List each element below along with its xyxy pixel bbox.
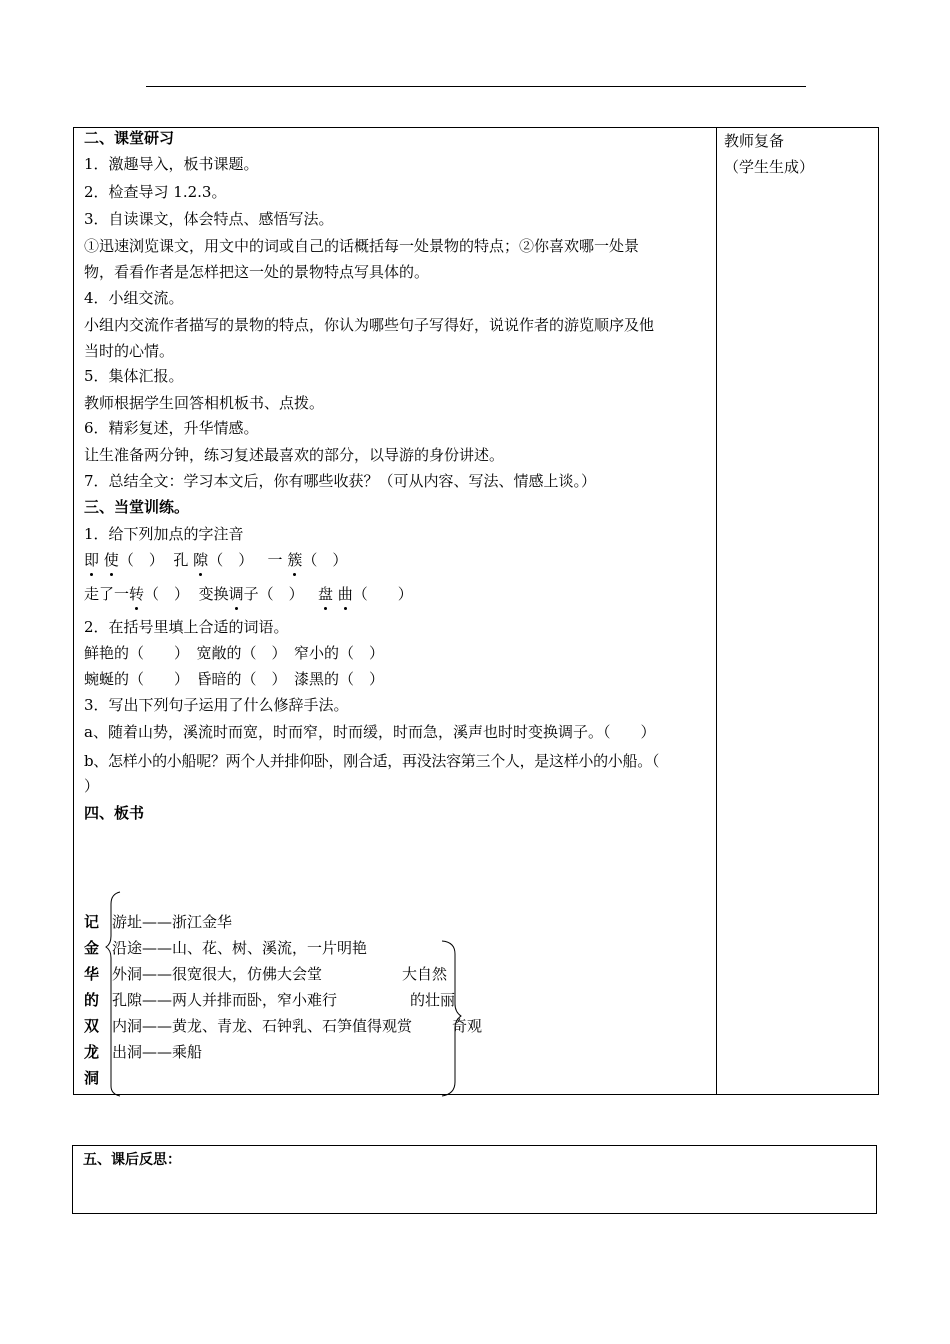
teacher-review-column — [724, 128, 814, 180]
board-conclusion: 大自然 — [402, 965, 448, 983]
plain-text: 变换 — [198, 585, 229, 603]
board-title-char: 金 — [84, 939, 100, 957]
s2-line: 当时的心情。 — [84, 342, 175, 360]
s2-line: 1．激趣导入，板书课题。 — [84, 155, 259, 173]
answer-blank: （ ） — [118, 551, 164, 569]
s2-line: 4．小组交流。 — [84, 289, 184, 307]
dotted-char: 使 — [103, 551, 119, 569]
lesson-plan-table — [73, 127, 879, 1095]
q3-item-a: a、随着山势，溪流时而宽，时而窄，时而缓，时而急，溪声也时时变换调子。（ ） — [84, 723, 656, 741]
section-2-heading: 二、课堂研习 — [84, 129, 175, 147]
board-title-char: 龙 — [84, 1043, 100, 1061]
s2-line: 6．精彩复述，升华情感。 — [84, 419, 259, 437]
board-title-char: 双 — [84, 1017, 100, 1035]
dotted-char: 盘 — [317, 585, 333, 603]
board-item: 出洞——乘船 — [112, 1043, 203, 1061]
answer-blank: （ ） — [144, 585, 190, 603]
header-rule — [146, 86, 806, 87]
dotted-char: 簇 — [287, 551, 303, 569]
board-item: 孔隙——两人并排而卧，窄小难行 — [112, 991, 338, 1009]
board-conclusion: 的壮丽 — [410, 991, 456, 1009]
teacher-review-label: 教师复备 — [724, 132, 785, 150]
q3-item-b: b、怎样小的小船呢？两个人并排仰卧，刚合适，再没法容第三个人，是这样小的小船。（ — [84, 752, 660, 770]
column-divider — [716, 128, 717, 1094]
board-conclusion: 奇观 — [452, 1017, 483, 1035]
board-item: 游址——浙江金华 — [112, 913, 233, 931]
board-item: 外洞——很宽很大，仿佛大会堂 — [112, 965, 323, 983]
s2-line: 小组内交流作者描写的景物的特点，你认为哪些句子写得好，说说作者的游览顺序及他 — [84, 316, 655, 334]
s2-line: 5．集体汇报。 — [84, 367, 184, 385]
fill-row-1: 鲜艳的（ ） 宽敞的（ ） 窄小的（ ） — [84, 644, 385, 662]
s2-line: 让生准备两分钟，练习复述最喜欢的部分，以导游的身份讲述。 — [84, 446, 505, 464]
plain-char: 孔 — [173, 551, 189, 569]
q2-text: 2．在括号里填上合适的词语。 — [84, 618, 289, 636]
dotted-char: 转 — [129, 585, 145, 603]
s2-line: 7．总结全文：学习本文后，你有哪些收获？（可从内容、写法、情感上谈。） — [84, 472, 597, 490]
fill-row-2: 蜿蜒的（ ） 昏暗的（ ） 漆黑的（ ） — [84, 670, 385, 688]
dotted-char: 曲 — [337, 585, 353, 603]
plain-text: 走了一 — [84, 585, 130, 603]
dotted-char: 即 — [84, 551, 100, 569]
board-item: 沿途——山、花、树、溪流，一片明艳 — [112, 939, 368, 957]
answer-blank: （ ） — [302, 551, 348, 569]
s2-line: ①迅速浏览课文，用文中的词或自己的话概括每一处景物的特点；②你喜欢哪一处景 — [84, 237, 640, 255]
q1-text: 1．给下列加点的字注音 — [84, 525, 244, 543]
section-5-heading: 五、课后反思： — [83, 1152, 181, 1168]
s2-line: 2．检查导习 1.2.3。 — [84, 183, 227, 201]
board-title-char: 的 — [84, 991, 100, 1009]
section-4-heading: 四、板书 — [84, 804, 145, 822]
section-3-heading: 三、当堂训练。 — [84, 498, 190, 516]
reflection-box — [72, 1145, 877, 1214]
answer-blank: （ ） — [208, 551, 254, 569]
plain-text: 子（ ） — [243, 585, 304, 603]
s2-line: 物，看看作者是怎样把这一处的景物特点写具体的。 — [84, 263, 430, 281]
s2-line: 3．自读课文，体会特点、感悟写法。 — [84, 210, 334, 228]
board-title-char: 记 — [84, 913, 100, 931]
dotted-char: 调 — [228, 585, 244, 603]
plain-char: 一 — [267, 551, 283, 569]
board-title-char: 洞 — [84, 1069, 100, 1087]
student-generated-label: （学生生成） — [724, 158, 815, 176]
q3-item-b-cont: ） — [84, 777, 100, 795]
answer-blank: （ ） — [352, 585, 413, 603]
s2-line: 教师根据学生回答相机板书、点拨。 — [84, 394, 325, 412]
board-title-char: 华 — [84, 965, 100, 983]
board-item: 内洞——黄龙、青龙、石钟乳、石笋值得观赏 — [112, 1017, 413, 1035]
q3-text: 3．写出下列句子运用了什么修辞手法。 — [84, 696, 349, 714]
dotted-char: 隙 — [193, 551, 209, 569]
